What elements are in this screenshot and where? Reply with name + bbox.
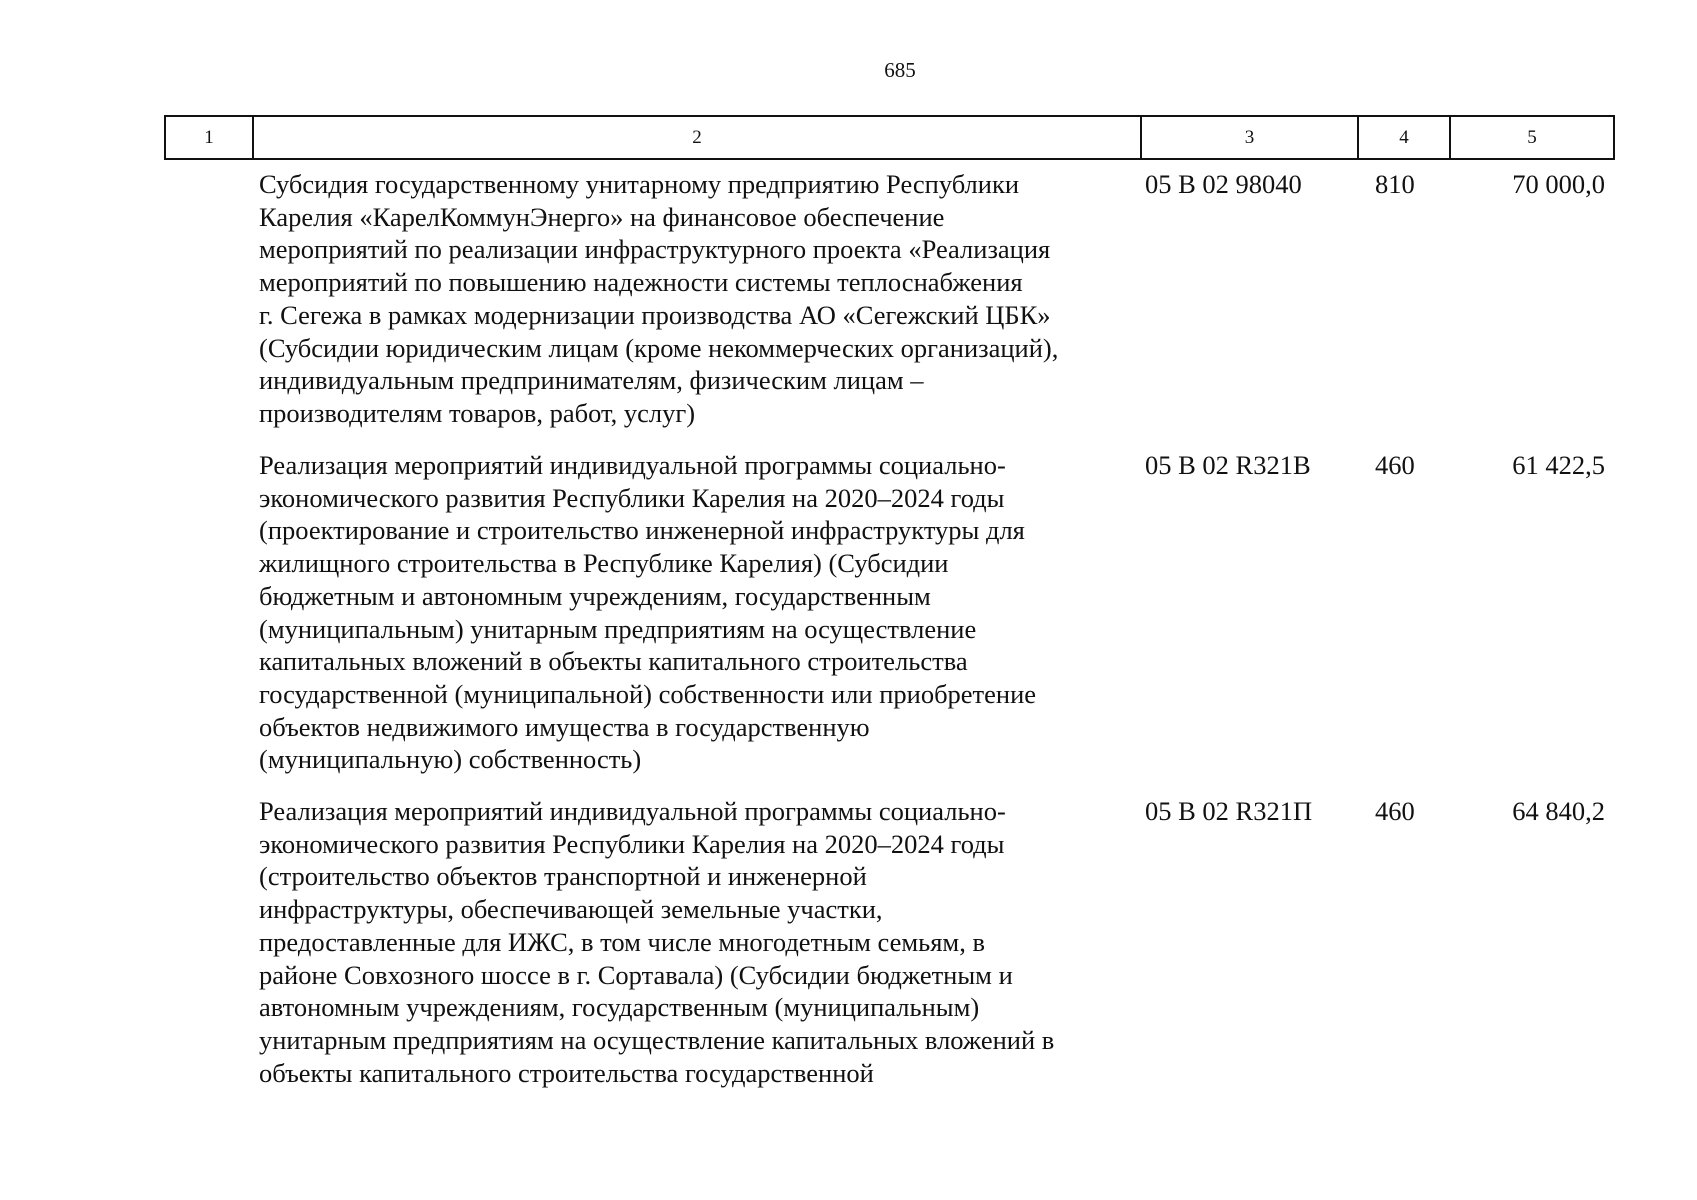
row-target-code: 05 В 02 R321В — [1145, 450, 1311, 480]
row-amount: 61 422,5 — [1512, 450, 1605, 480]
table-header — [164, 115, 1615, 160]
column-header-5: 5 — [1450, 116, 1614, 159]
row-description: Реализация мероприятий индивидуальной программы социально- экономического развития Республики Карелия на 2020–2024 годы (строительство объектов транспортной и инженерной инфраструктуры, обеспечивающей земельные участки, предоставленные для ИЖС, в том числе многодетным семьям, в районе Совхозного шоссе в г. Сортавала) (Субсидии бюджетным и автономным учреждениям, государственным (муниципальным) унитарным предприятиям на осуществление капитальных вложений в объекты капитального строительства государственной — [259, 796, 1055, 1088]
column-header-2: 2 — [253, 116, 1141, 159]
row-description: Реализация мероприятий индивидуальной программы социально- экономического развития Республики Карелия на 2020–2024 годы (проектирование и строительство инженерной инфраструктуры для жилищного строительства в Республике Карелия) (Субсидии бюджетным и автономным учреждениям, государственным (муниципальным) унитарным предприятиям на осуществление капитальных вложений в объекты капитального строительства государственной (муниципальной) собственности или приобретение объектов недвижимого имущества в государственную (муниципальную) собственность) — [259, 450, 1037, 775]
column-header-3: 3 — [1141, 116, 1358, 159]
row-amount: 70 000,0 — [1512, 169, 1605, 199]
row-target-code: 05 В 02 R321П — [1145, 796, 1313, 826]
row-amount: 64 840,2 — [1512, 796, 1605, 826]
row-expense-type: 810 — [1375, 169, 1415, 199]
row-expense-type: 460 — [1375, 796, 1415, 826]
row-target-code: 05 В 02 98040 — [1145, 169, 1302, 199]
column-header-1: 1 — [165, 116, 253, 159]
page-number: 685 — [884, 58, 916, 82]
column-header-4: 4 — [1358, 116, 1450, 159]
row-expense-type: 460 — [1375, 450, 1415, 480]
row-description: Субсидия государственному унитарному предприятию Республики Карелия «КарелКоммунЭнерго» на финансовое обеспечение мероприятий по реализации инфраструктурного проекта «Реализация мероприятий по повышению надежности системы теплоснабжения г. Сегежа в рамках модернизации производства АО «Сегежский ЦБК» (Субсидии юридическим лицам (кроме некоммерческих организаций), индивидуальным предпринимателям, физическим лицам – производителям товаров, работ, услуг) — [259, 169, 1059, 428]
